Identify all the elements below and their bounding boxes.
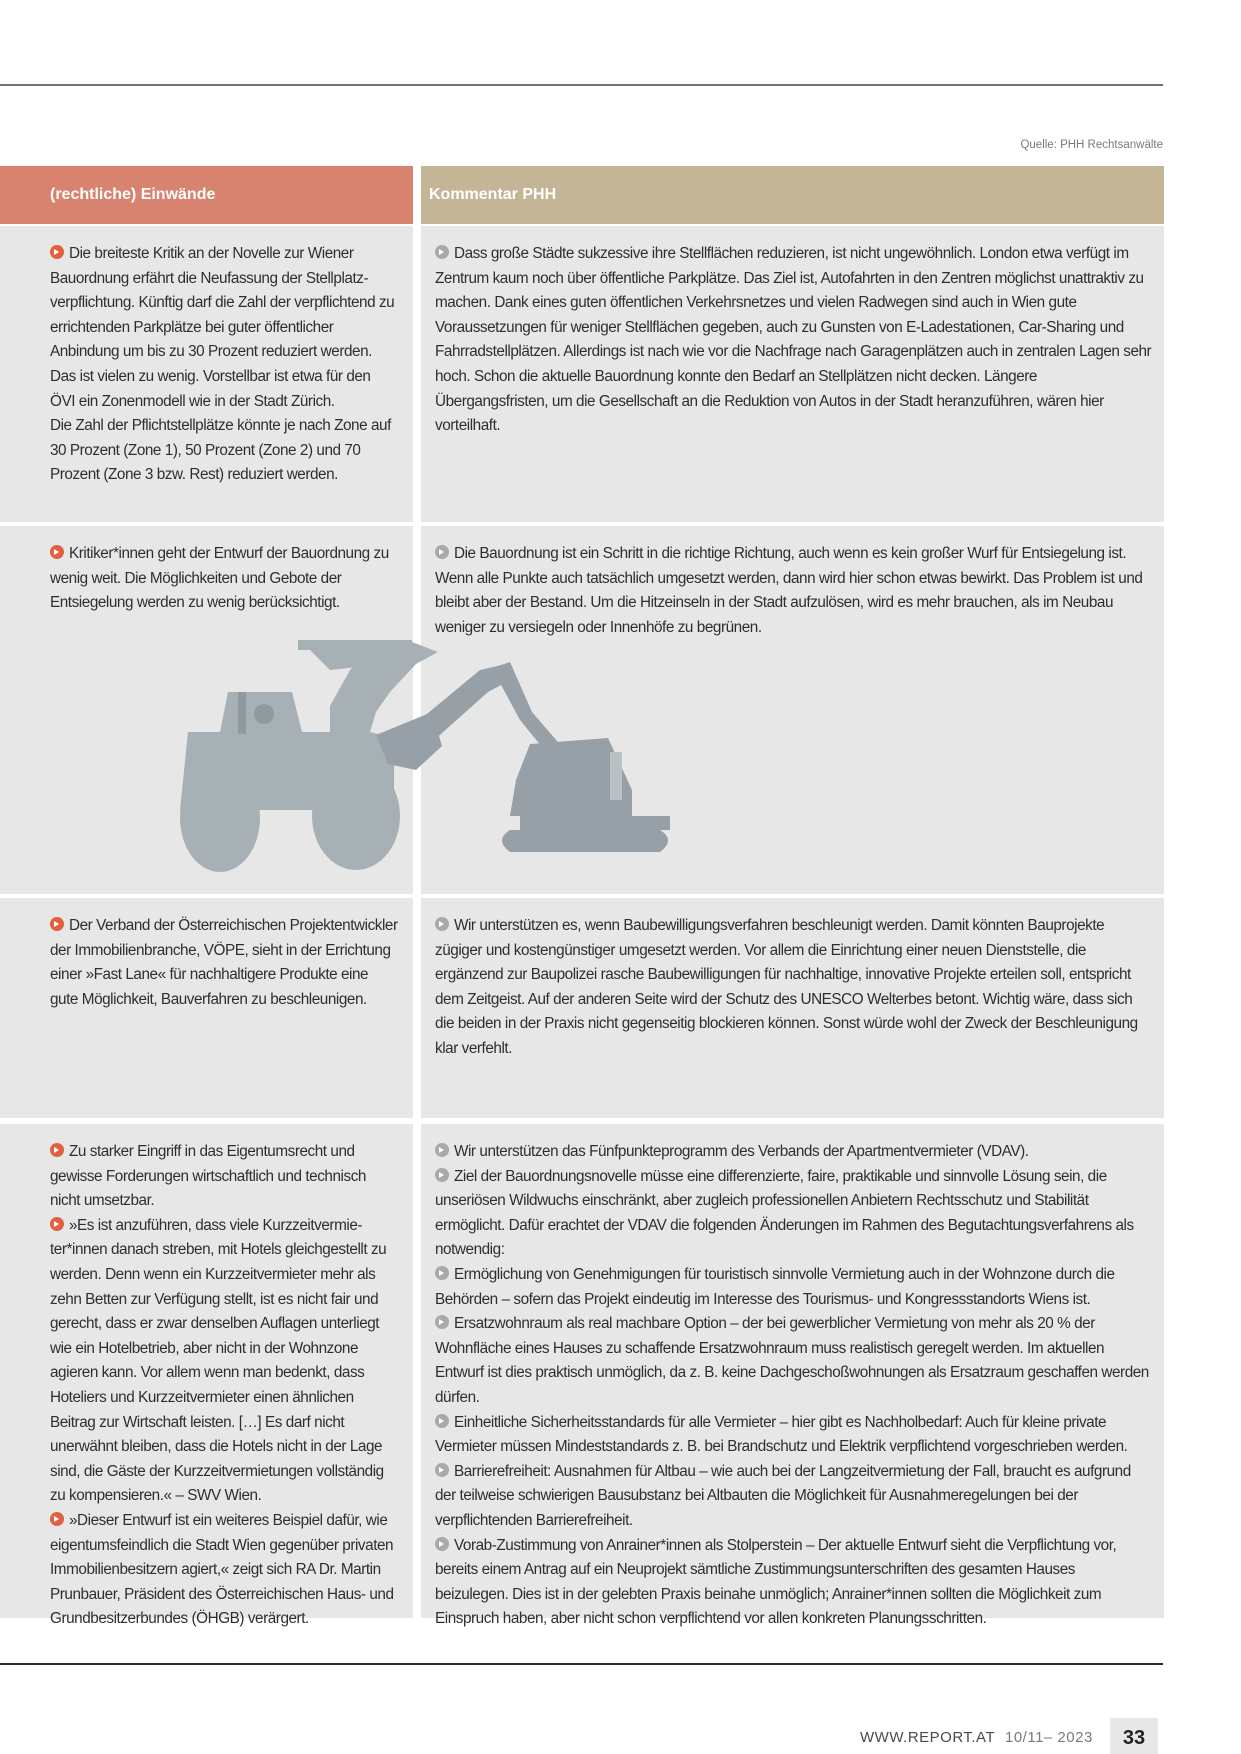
paragraph: Kritiker*innen geht der Entwurf der Bauordnung zu wenig weit. Die Möglichkeiten und Gebote der Entsiegelung werden zu wenig berücksichtigt. bbox=[50, 545, 389, 612]
row-3-commentary bbox=[421, 898, 1164, 1118]
arrow-bullet-icon bbox=[50, 917, 64, 931]
header-objections: (rechtliche) Einwände bbox=[0, 166, 413, 224]
header-commentary: Kommentar PHH bbox=[421, 166, 1164, 224]
paragraph: Ersatzwohnraum als real machbare Option – der bei gewerblicher Vermietung von mehr als 20 % der Wohnfläche eines Hauses zu schaffende Ersatzwohnraum muss realistisch geregelt werden. Im aktuellen Entwurf ist dies praktisch unmöglich, da z. B. keine Dachgeschoßwohnungen als Ersatzraum geschaffen werden dürfen. bbox=[435, 1315, 1149, 1406]
arrow-bullet-icon bbox=[50, 1512, 64, 1526]
page-number: 33 bbox=[1110, 1718, 1158, 1754]
arrow-bullet-icon bbox=[435, 1414, 449, 1428]
paragraph: Zu starker Eingriff in das Eigentumsrecht und gewisse Forderungen wirtschaftlich und technisch nicht umsetzbar. bbox=[50, 1143, 366, 1210]
paragraph: Wir unterstützen das Fünfpunkteprogramm des Verbands der Apartmentvermieter (VDAV). bbox=[435, 1140, 1152, 1165]
arrow-bullet-icon bbox=[435, 1168, 449, 1182]
paragraph: Wir unterstützen es, wenn Baubewilligungsverfahren beschleunigt werden. Damit könnten Bauprojekte zügiger und kostengünstiger umgesetzt werden. Vor allem die Einrichtung einer neuen Dienststelle, die ergänzend zur Baupolizei rasche Baubewilligungen für nachhaltige, innovative Projekte erteilen soll, entspricht dem Zeitgeist. Auf der anderen Seite wird der Schutz des UNESCO Welterbes betont. Wichtig wäre, dass sich die beiden in der Praxis nicht gegenseitig blockieren können. Sonst würde wohl der Zweck der Beschleunigung klar verfehlt. bbox=[435, 917, 1138, 1057]
paragraph: Die Bauordnung ist ein Schritt in die richtige Richtung, auch wenn es kein großer Wurf für Entsiegelung ist. Wenn alle Punkte auch tatsächlich umgesetzt werden, dann wird hier schon etwas bewirkt. Das Problem ist und bleibt aber der Bestand. Um die Hitzeinseln in der Stadt aufzulösen, wird es mehr brauchen, als im Neubau weniger zu versiegeln oder Innenhöfe zu begrünen. bbox=[435, 545, 1143, 636]
arrow-bullet-icon bbox=[50, 1143, 64, 1157]
paragraph: Ermöglichung von Genehmigungen für touristisch sinnvolle Vermietung auch in der Wohnzone durch die Behörden – sofern das Projekt eindeutig im Interesse des Tourismus- und Kongressstandorts Wiens ist. bbox=[435, 1265, 1115, 1308]
paragraph: Die breiteste Kritik an der Novelle zur Wiener Bauordnung erfährt die Neufassung der Stellplatzverpflichtung. Künftig darf die Zahl der verpflichtend zu errichtenden Parkplätze bei guter öffentlicher Anbindung um bis zu 30 Prozent reduziert werden. Das ist vielen zu wenig. Vorstellbar ist etwa für den ÖVI ein Zonenmodell wie in der Stadt Zürich. bbox=[50, 245, 395, 410]
arrow-bullet-icon bbox=[435, 245, 449, 259]
row-3-objection bbox=[0, 898, 413, 1118]
arrow-bullet-icon bbox=[435, 917, 449, 931]
paragraph: Die Zahl der Pflichtstellplätze könnte je nach Zone auf 30 Prozent (Zone 1), 50 Prozent (Zone 2) und 70 Prozent (Zone 3 bzw. Rest) reduziert werden. bbox=[50, 417, 391, 484]
paragraph: »Es ist anzuführen, dass viele Kurzzeitvermieter*innen danach streben, mit Hotels gleichgestellt zu werden. Denn wenn ein Kurzzeitvermieter mehr als zehn Betten zur Verfügung stellt, ist es nicht fair und gerecht, dass er zwar denselben Auflagen unterliegt wie ein Hotelbetrieb, aber nicht in der Wohnzone agieren kann. Vor allem wenn man bedenkt, dass Hoteliers und Kurzzeitvermieter einen ähnlichen Beitrag zur Wirtschaft leisten. […] Es darf nicht unerwähnt bleiben, dass die Hotels nicht in der Lage sind, die Gäste der Kurzzeitvermietungen vollständig zu kompensieren.« – SWV Wien. bbox=[50, 1216, 387, 1505]
paragraph: Ziel der Bauordnungsnovelle müsse eine differenzierte, faire, praktikable und sinnvolle Lösung sein, die unseriösen Wildwuchs einschränkt, aber zugleich professionellen Anbietern Rechtsschutz und Stabilität ermöglicht. Dafür erachtet der VDAV die folgenden Änderungen im Rahmen des Begutachtungsverfahrens als notwendig: bbox=[435, 1167, 1134, 1259]
arrow-bullet-icon bbox=[50, 1217, 64, 1231]
bottom-rule bbox=[0, 1663, 1163, 1665]
paragraph: »Dieser Entwurf ist ein weiteres Beispiel dafür, wie eigentumsfeindlich die Stadt Wien gegenüber privaten Immobilienbesitzern agiert,« zeigt sich RA Dr. Martin Prunbauer, Präsident des Österreichischen Haus- und Grundbesitzerbundes (ÖHGB) verärgert. bbox=[50, 1511, 394, 1628]
arrow-bullet-icon bbox=[435, 1315, 449, 1329]
row-2-objection bbox=[0, 526, 413, 894]
arrow-bullet-icon bbox=[50, 545, 64, 559]
row-1-objection bbox=[0, 226, 413, 522]
arrow-bullet-icon bbox=[435, 1143, 449, 1157]
paragraph: Barrierefreiheit: Ausnahmen für Altbau – wie auch bei der Langzeitvermietung der Fall, braucht es aufgrund der teilweise schwierigen Bausubstanz bei Altbauten die Möglichkeit für Ausnahmeregelungen bei der verpflichtenden Barrierefreiheit. bbox=[435, 1462, 1131, 1529]
arrow-bullet-icon bbox=[50, 245, 64, 259]
paragraph: Vorab-Zustimmung von Anrainer*innen als Stolperstein – Der aktuelle Entwurf sieht die Verpflichtung vor, bereits einem Antrag auf ein Neuprojekt sämtliche Zustimmungsunterschriften des gesamten Hauses beizulegen. Dies ist in der gelebten Praxis beinahe unmöglich; Anrainer*innen sollten die Möglichkeit zum Einspruch haben, aber nicht schon verpflichtend vor allen konkreten Planungsschritten. bbox=[435, 1536, 1117, 1628]
row-1-commentary bbox=[421, 226, 1164, 522]
row-4-objection bbox=[0, 1124, 413, 1628]
arrow-bullet-icon bbox=[435, 1463, 449, 1477]
source-caption: Quelle: PHH Rechtsanwälte bbox=[1020, 139, 1163, 151]
paragraph: Der Verband der Österreichischen Projektentwickler der Immobilienbranche, VÖPE, sieht in der Errichtung einer »Fast Lane« für nachhaltigere Produkte eine gute Möglichkeit, Bauverfahren zu beschleunigen. bbox=[50, 917, 398, 1008]
row-2-commentary bbox=[421, 526, 1164, 894]
row-4-commentary bbox=[421, 1124, 1164, 1628]
footer-website-link[interactable]: WWW.REPORT.AT bbox=[860, 1729, 996, 1746]
paragraph: Einheitliche Sicherheitsstandards für alle Vermieter – hier gibt es Nachholbedarf: Auch für kleine private Vermieter müssen Mindeststandards z. B. bei Brandschutz und Elektrik verpflichtend vorgeschrieben werden. bbox=[435, 1413, 1128, 1456]
arrow-bullet-icon bbox=[435, 545, 449, 559]
top-rule bbox=[0, 84, 1163, 86]
footer-issue: 10/11– 2023 bbox=[1005, 1729, 1093, 1746]
arrow-bullet-icon bbox=[435, 1266, 449, 1280]
arrow-bullet-icon bbox=[435, 1537, 449, 1551]
paragraph: Dass große Städte sukzessive ihre Stellflächen reduzieren, ist nicht ungewöhnlich. London etwa verfügt im Zentrum kaum noch über öffentliche Parkplätze. Das Ziel ist, Autofahrten in den Zentren möglichst unattraktiv zu machen. Dank eines guten öffentlichen Verkehrsnetzes und vielen Radwegen sind auch in Wien gute Voraussetzungen für weniger Stellflächen gegeben, auch zu Gunsten von E-Ladestationen, Car-Sharing und Fahrradstellplätzen. Allerdings ist nach wie vor die Nachfrage nach Garagenplätzen auch in zentralen Lagen sehr hoch. Schon die aktuelle Bauordnung konnte den Bedarf an Stellplätzen nicht decken. Längere Übergangsfristen, um die Gesellschaft an die Reduktion von Autos in der Stadt heranzuführen, wären hier vorteilhaft. bbox=[435, 245, 1152, 435]
